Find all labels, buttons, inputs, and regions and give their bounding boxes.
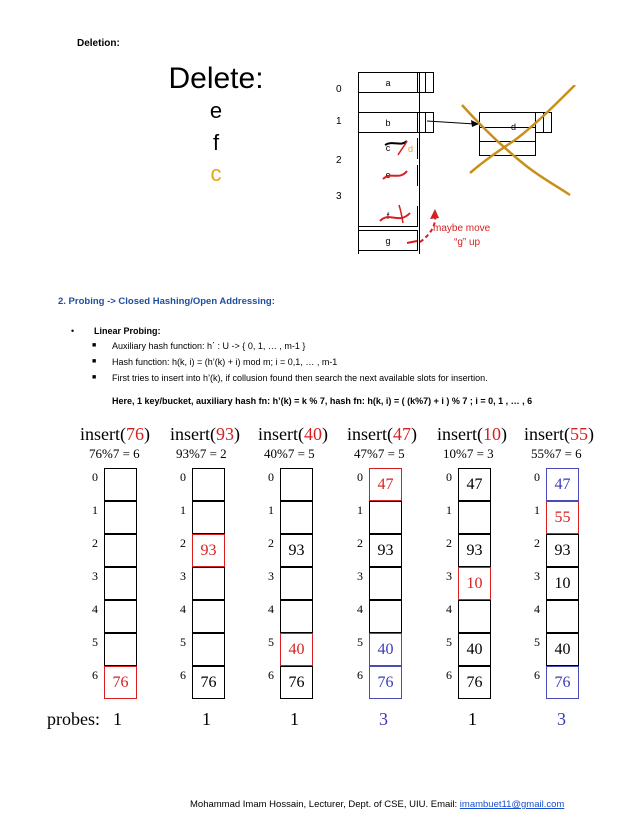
- hash-calc: 10%7 = 3: [443, 446, 494, 461]
- hash-slot-cell: 93: [280, 534, 313, 567]
- sub-bullet-1: Auxiliary hash function: h΄ : U -> { 0, 1, … , m-1 }: [112, 341, 306, 351]
- insert-op-label: insert(: [437, 424, 483, 444]
- probe-count: 3: [557, 709, 566, 729]
- slot-index: 4: [534, 602, 540, 616]
- probes-label: probes:: [47, 709, 100, 729]
- insert-op-title: [258, 424, 328, 445]
- hash-slot-cell: [104, 600, 137, 633]
- square-bullet-icon: ■: [92, 342, 97, 349]
- slot-index: 3: [268, 569, 274, 583]
- section-title: 2. Probing -> Closed Hashing/Open Addressing:: [58, 296, 275, 307]
- insert-op-label: insert(: [347, 424, 393, 444]
- hash-slot-cell: 47: [369, 468, 402, 501]
- hash-slot-cell: [104, 567, 137, 600]
- slot-index: 5: [268, 635, 274, 649]
- slot-index: 2: [268, 536, 274, 550]
- bucket-index: 2: [336, 155, 342, 166]
- bucket-f: f: [358, 206, 418, 227]
- slot-index: 3: [357, 569, 363, 583]
- slot-index: 1: [268, 503, 274, 517]
- hash-slot-cell: [458, 600, 491, 633]
- insert-op-title: [170, 424, 240, 445]
- annotation-d: d: [408, 144, 414, 154]
- delete-title: Delete:: [168, 62, 264, 95]
- hash-slot-cell: 47: [458, 468, 491, 501]
- insert-op-key: 93: [215, 424, 234, 444]
- square-bullet-icon: ■: [92, 374, 97, 381]
- footer-email-link[interactable]: imambuet11@gmail.com: [459, 799, 565, 810]
- delete-letter-e: e: [209, 98, 223, 123]
- slot-index: 1: [180, 503, 186, 517]
- hash-slot-cell: [104, 534, 137, 567]
- slot-index: 5: [357, 635, 363, 649]
- slot-index: 1: [534, 503, 540, 517]
- slot-index: 0: [357, 470, 363, 484]
- hash-slot-cell: [369, 567, 402, 600]
- hash-slot-cell: [192, 567, 225, 600]
- bullet-title: Linear Probing:: [94, 326, 161, 336]
- insert-op-close: ): [321, 424, 328, 444]
- hash-slot-cell: 93: [369, 534, 402, 567]
- insert-op-label: insert(: [524, 424, 570, 444]
- hash-slot-cell: [280, 468, 313, 501]
- slot-index: 1: [446, 503, 452, 517]
- hash-slot-cell: 10: [546, 567, 579, 600]
- bullet-icon: •: [71, 326, 75, 336]
- bucket-b: b: [358, 112, 418, 133]
- overflow-bucket-label: d: [511, 122, 517, 132]
- bucket-a: a: [358, 72, 418, 93]
- slot-index: 1: [357, 503, 363, 517]
- hash-calc: 47%7 = 5: [354, 446, 405, 461]
- slot-index: 6: [357, 668, 363, 682]
- insert-op-label: insert(: [80, 424, 126, 444]
- hash-slot-cell: 76: [104, 666, 137, 699]
- slot-index: 0: [268, 470, 274, 484]
- slot-index: 4: [92, 602, 98, 616]
- insert-op-title: [524, 424, 594, 445]
- slot-index: 2: [534, 536, 540, 550]
- slot-index: 0: [180, 470, 186, 484]
- insert-op-title: [347, 424, 417, 445]
- sub-bullet-2: Hash function: h(k, i) = (h’(k) + i) mod m; i = 0,1, … , m-1: [112, 357, 338, 367]
- hash-slot-cell: [369, 600, 402, 633]
- insert-op-close: ): [233, 424, 240, 444]
- slot-index: 5: [534, 635, 540, 649]
- insert-op-key: 76: [125, 424, 144, 444]
- slot-index: 6: [268, 668, 274, 682]
- insert-op-key: 10: [482, 424, 501, 444]
- hash-slot-cell: [192, 501, 225, 534]
- hash-slot-cell: 40: [280, 633, 313, 666]
- hash-calc: 55%7 = 6: [531, 446, 582, 461]
- slot-index: 5: [180, 635, 186, 649]
- note-line-2: “g” up: [454, 237, 481, 248]
- hash-slot-cell: 47: [546, 468, 579, 501]
- hash-slot-cell: [546, 600, 579, 633]
- hash-slot-cell: 40: [458, 633, 491, 666]
- hash-slot-cell: [104, 633, 137, 666]
- slot-index: 2: [357, 536, 363, 550]
- hash-note: Here, 1 key/bucket, auxiliary hash fn: h’(k) = k % 7, hash fn: h(k, i) = ( (k%7) + i ) % 7 ; i = 0, 1 , … , 6: [112, 396, 533, 406]
- insert-op-key: 55: [569, 424, 588, 444]
- sub-bullet-3: First tries to insert into h’(k), if collusion found then search the next available slots for insertion.: [112, 373, 488, 383]
- delete-letter-f: f: [212, 130, 220, 155]
- hash-slot-cell: 55: [546, 501, 579, 534]
- bucket-index: 3: [336, 191, 342, 202]
- hash-slot-cell: [280, 600, 313, 633]
- slot-index: 6: [92, 668, 98, 682]
- insert-op-label: insert(: [258, 424, 304, 444]
- slot-index: 4: [357, 602, 363, 616]
- hash-slot-cell: [192, 468, 225, 501]
- hash-slot-cell: [192, 633, 225, 666]
- hash-slot-cell: [104, 468, 137, 501]
- hash-slot-cell: 76: [369, 666, 402, 699]
- bucket-e: e: [358, 165, 418, 186]
- insert-op-close: ): [410, 424, 417, 444]
- probe-count: 3: [379, 709, 388, 729]
- hash-calc: 76%7 = 6: [89, 446, 140, 461]
- hash-slot-cell: [104, 501, 137, 534]
- insert-op-label: insert(: [170, 424, 216, 444]
- probe-count: 1: [202, 709, 211, 729]
- hash-slot-cell: 93: [192, 534, 225, 567]
- slot-index: 2: [180, 536, 186, 550]
- hash-slot-cell: [192, 600, 225, 633]
- hash-slot-cell: 76: [546, 666, 579, 699]
- hash-slot-cell: 10: [458, 567, 491, 600]
- slot-index: 0: [534, 470, 540, 484]
- slot-index: 4: [268, 602, 274, 616]
- insert-op-close: ): [143, 424, 150, 444]
- insert-op-close: ): [587, 424, 594, 444]
- insert-op-close: ): [500, 424, 507, 444]
- slot-index: 4: [446, 602, 452, 616]
- hash-calc: 93%7 = 2: [176, 446, 227, 461]
- slot-index: 2: [446, 536, 452, 550]
- insert-op-title: [80, 424, 150, 445]
- deletion-heading: Deletion:: [77, 38, 120, 49]
- slot-index: 1: [92, 503, 98, 517]
- bucket-index: 0: [336, 84, 342, 95]
- slot-index: 6: [446, 668, 452, 682]
- slot-index: 6: [534, 668, 540, 682]
- probe-count: 1: [113, 709, 122, 729]
- footer-text: Mohammad Imam Hossain, Lecturer, Dept. of CSE, UIU. Email:: [190, 799, 460, 810]
- slot-index: 2: [92, 536, 98, 550]
- insert-op-key: 47: [392, 424, 411, 444]
- probe-count: 1: [290, 709, 299, 729]
- hash-slot-cell: [280, 501, 313, 534]
- hash-slot-cell: 76: [280, 666, 313, 699]
- slot-index: 0: [446, 470, 452, 484]
- hash-slot-cell: [280, 567, 313, 600]
- hash-slot-cell: 40: [369, 633, 402, 666]
- bucket-c: c: [358, 138, 418, 159]
- slot-index: 3: [534, 569, 540, 583]
- hash-slot-cell: 40: [546, 633, 579, 666]
- slot-index: 6: [180, 668, 186, 682]
- probe-count: 1: [468, 709, 477, 729]
- hash-slot-cell: 93: [458, 534, 491, 567]
- hash-slot-cell: [458, 501, 491, 534]
- square-bullet-icon: ■: [92, 358, 97, 365]
- footer: [190, 799, 564, 810]
- slot-index: 4: [180, 602, 186, 616]
- delete-letter-c: c: [210, 161, 222, 186]
- slot-index: 0: [92, 470, 98, 484]
- hash-calc: 40%7 = 5: [264, 446, 315, 461]
- insert-op-title: [437, 424, 507, 445]
- slot-index: 5: [446, 635, 452, 649]
- slot-index: 5: [92, 635, 98, 649]
- slot-index: 3: [92, 569, 98, 583]
- hash-slot-cell: 76: [192, 666, 225, 699]
- hash-slot-cell: 93: [546, 534, 579, 567]
- hash-slot-cell: [369, 501, 402, 534]
- slot-index: 3: [180, 569, 186, 583]
- bucket-g: g: [358, 230, 418, 251]
- note-line-1: maybe move: [433, 223, 491, 234]
- insert-op-key: 40: [303, 424, 322, 444]
- hash-slot-cell: 76: [458, 666, 491, 699]
- slot-index: 3: [446, 569, 452, 583]
- bucket-index: 1: [336, 116, 342, 127]
